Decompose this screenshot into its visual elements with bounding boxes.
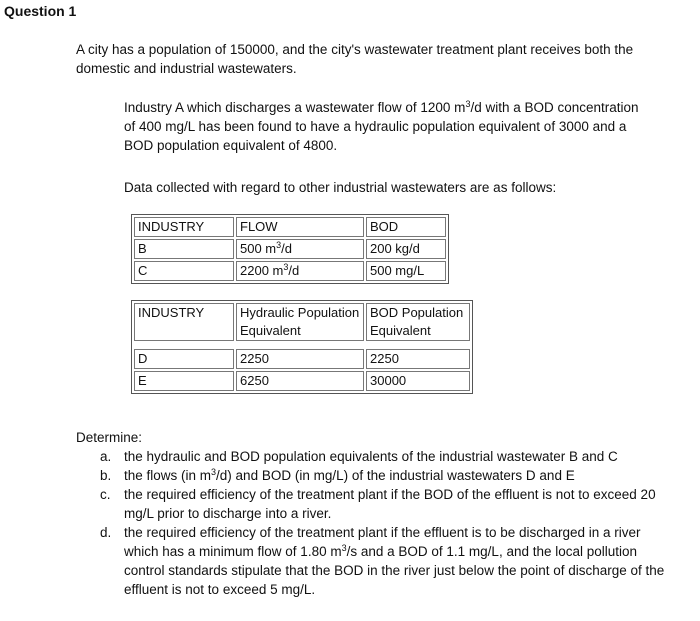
industry-cell: E	[134, 371, 234, 391]
item-superscript: 3	[341, 543, 347, 553]
industry-cell: C	[134, 261, 234, 281]
list-item	[100, 466, 675, 485]
header-bod-pe: BOD Population Equivalent	[366, 303, 470, 341]
flow-bod-table	[131, 214, 449, 284]
list-item	[100, 447, 675, 466]
item-text-2: /s and a BOD of 1.1 mg/L, and the local pollution control standards stipulate that the BOD in the river just below the point of discharge of the effluent is not to exceed 5 mg/L.	[124, 544, 665, 597]
determine-list	[100, 447, 675, 599]
header-flow: FLOW	[236, 217, 364, 237]
determine-label: Determine:	[76, 430, 143, 445]
industry-a-superscript: 3	[465, 99, 471, 109]
list-item	[100, 485, 675, 523]
item-text-2: /d) and BOD (in mg/L) of the industrial wastewaters D and E	[216, 468, 575, 483]
item-superscript: 3	[211, 467, 217, 477]
industry-a-text-1: Industry A which discharges a wastewater flow of 1200 m	[124, 100, 466, 115]
item-letter: d.	[100, 525, 112, 540]
industry-a-paragraph	[124, 98, 644, 155]
flow-cell	[236, 239, 364, 259]
header-hydraulic-pe: Hydraulic Population Equivalent	[236, 303, 364, 341]
bod-pe-cell: 30000	[366, 371, 470, 391]
flow-cell	[236, 261, 364, 281]
table-row	[134, 349, 470, 369]
list-item	[100, 523, 675, 599]
population-equivalent-table	[131, 300, 473, 394]
industry-a-text-2: /d with a BOD concentration of 400 mg/L has been found to have a hydraulic population equivalent of 3000 and a BOD population equivalent of 4800.	[124, 100, 639, 153]
item-text-1: the flows (in m	[124, 468, 212, 483]
header-bod: BOD	[366, 217, 446, 237]
item-letter: b.	[100, 468, 112, 483]
bod-cell: 200 kg/d	[366, 239, 446, 259]
data-intro-paragraph: Data collected with regard to other industrial wastewaters are as follows:	[124, 180, 557, 195]
question-heading: Question 1	[4, 3, 77, 19]
item-letter: c.	[100, 487, 111, 502]
item-text: the hydraulic and BOD population equivalents of the industrial wastewater B and C	[124, 449, 618, 464]
table-spacer-row	[134, 343, 470, 347]
table-header-row	[134, 217, 446, 237]
flow-superscript: 3	[276, 240, 282, 250]
hydraulic-pe-cell: 6250	[236, 371, 364, 391]
industry-cell: D	[134, 349, 234, 369]
header-industry: INDUSTRY	[134, 303, 234, 341]
flow-superscript: 3	[283, 262, 289, 272]
bod-pe-cell: 2250	[366, 349, 470, 369]
bod-cell: 500 mg/L	[366, 261, 446, 281]
item-text: the required efficiency of the treatment plant if the BOD of the effluent is not to exceed 20 mg/L prior to discharge into a river.	[124, 487, 656, 521]
table-row	[134, 239, 446, 259]
table-header-row	[134, 303, 470, 341]
table-row	[134, 261, 446, 281]
hydraulic-pe-cell: 2250	[236, 349, 364, 369]
industry-cell: B	[134, 239, 234, 259]
flow-value: 2200 m	[240, 263, 284, 278]
flow-unit: /d	[281, 241, 292, 256]
flow-unit: /d	[288, 263, 300, 278]
item-text-1: the required efficiency of the treatment plant if the effluent is to be discharged in a river which has a minimum flow of 1.80 m	[124, 525, 641, 559]
item-letter: a.	[100, 449, 112, 464]
intro-paragraph: A city has a population of 150000, and the city's wastewater treatment plant receives both the domestic and industrial wastewaters.	[76, 42, 634, 76]
header-industry: INDUSTRY	[134, 217, 234, 237]
table-row	[134, 371, 470, 391]
flow-value: 500 m	[240, 241, 277, 256]
